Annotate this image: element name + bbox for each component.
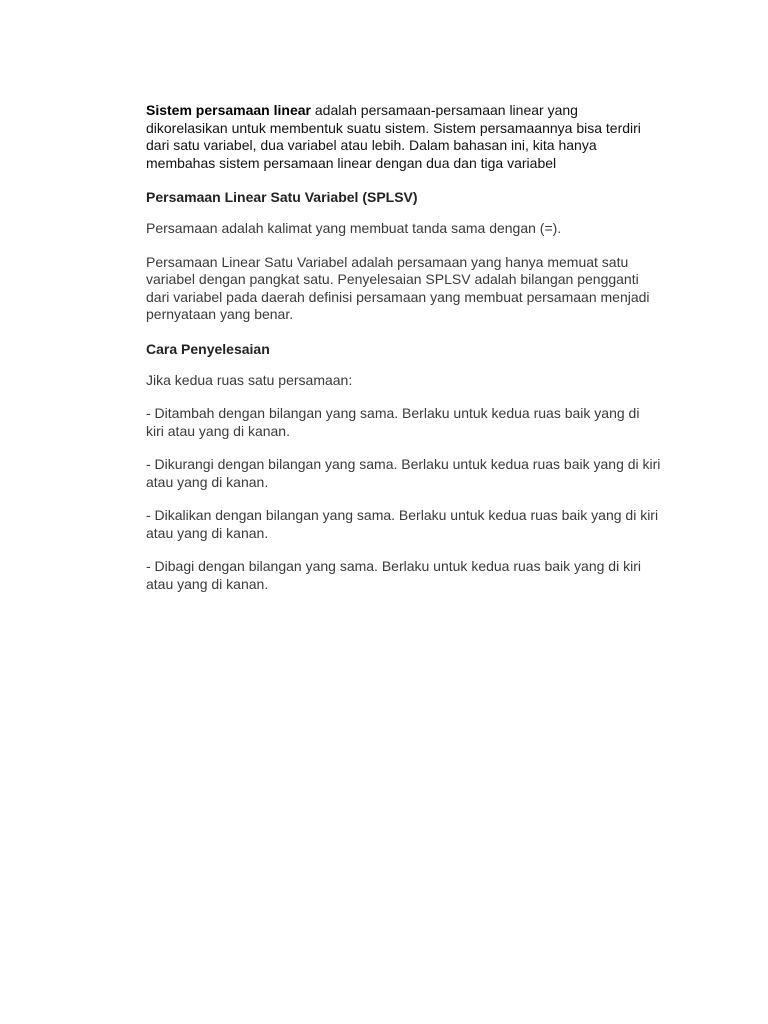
rules-lead-paragraph: Jika kedua ruas satu persamaan: xyxy=(146,371,353,388)
splsv-description-paragraph: Persamaan Linear Satu Variabel adalah persamaan yang hanya memuat satu variabel dengan pangkat satu. Penyelesaian SPLSV adalah bilangan pengganti dari variabel pada daerah definisi persamaan yang membuat persamaan menjadi pernyataan yang benar. xyxy=(146,253,650,322)
section-heading-splsv: Persamaan Linear Satu Variabel (SPLSV) xyxy=(146,189,418,205)
intro-paragraph xyxy=(146,102,661,172)
document-page xyxy=(146,102,661,593)
intro-text: adalah persamaan-persamaan linear yang dikorelasikan untuk membentuk suatu sistem. Sistem persamaannya bisa terdiri dari satu variabel, dua variabel atau lebih. Dalam bahasan ini, kita hanya membahas sistem persamaan linear dengan dua dan tiga variabel xyxy=(146,102,641,171)
definition-paragraph: Persamaan adalah kalimat yang membuat tanda sama dengan (=). xyxy=(146,220,562,236)
rule-item-division: - Dibagi dengan bilangan yang sama. Berlaku untuk kedua ruas baik yang di kiri atau yang di kanan. xyxy=(146,558,641,592)
rule-item-multiplication: - Dikalikan dengan bilangan yang sama. Berlaku untuk kedua ruas baik yang di kiri atau yang di kanan. xyxy=(146,507,659,541)
section-heading-cara-penyelesaian: Cara Penyelesaian xyxy=(146,340,270,357)
intro-bold-term: Sistem persamaan linear xyxy=(146,102,311,118)
rule-item-subtraction: - Dikurangi dengan bilangan yang sama. Berlaku untuk kedua ruas baik yang di kiri atau yang di kanan. xyxy=(146,456,661,490)
rule-item-addition: - Ditambah dengan bilangan yang sama. Berlaku untuk kedua ruas baik yang di kiri atau yang di kanan. xyxy=(146,405,640,439)
